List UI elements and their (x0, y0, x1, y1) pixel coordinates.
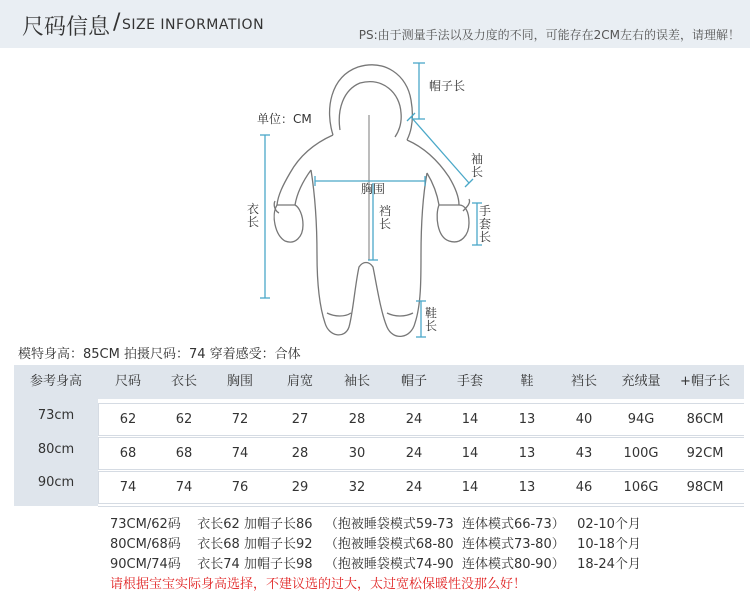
table-header-cell: 参考身高 (29, 374, 82, 389)
table-cell: 28 (291, 446, 309, 461)
table-cell: 62 (119, 412, 137, 427)
title-separator: / (113, 10, 121, 35)
hood-length-label: 帽子长 (429, 79, 466, 93)
table-cell: 29 (291, 480, 309, 495)
table-cell: 40 (575, 412, 593, 427)
table-header-cell: +帽子长 (680, 374, 730, 389)
table-cell: 43 (575, 446, 593, 461)
note-line: 73CM/62码 衣长62 加帽子长86 （抱被睡袋模式59-73 连体模式66-73） 02-10个月 (110, 517, 641, 532)
table-header-cell: 帽子 (400, 374, 427, 389)
table-header-cell: 肩宽 (286, 374, 313, 389)
table-header-cell: 胸围 (226, 374, 253, 389)
note-line: 90CM/74码 衣长74 加帽子长98 （抱被睡袋模式74-90 连体模式80-90） 18-24个月 (110, 557, 641, 572)
title-en: SIZE INFORMATION (122, 17, 265, 33)
reference-height: 80cm (37, 442, 75, 457)
table-cell: 98CM (686, 480, 724, 495)
table-cell: 13 (518, 480, 536, 495)
crotch-length-label: 裆长 (379, 204, 392, 231)
table-cell: 27 (291, 412, 309, 427)
table-cell: 24 (405, 412, 423, 427)
table-cell: 106G (623, 480, 659, 495)
table-header-cell: 裆长 (570, 374, 597, 389)
table-cell: 14 (461, 480, 479, 495)
table-cell: 72 (231, 412, 249, 427)
garment-diagram (245, 55, 505, 345)
table-cell: 74 (175, 480, 193, 495)
note-line: 80CM/68码 衣长68 加帽子长92 （抱被睡袋模式68-80 连体模式73-80） 10-18个月 (110, 537, 641, 552)
table-cell: 86CM (686, 412, 724, 427)
shoe-length-label: 鞋长 (425, 306, 438, 333)
glove-length-label: 手套长 (479, 204, 492, 244)
table-cell: 24 (405, 446, 423, 461)
title-cn: 尺码信息 (22, 15, 111, 40)
table-header-cell: 手套 (456, 374, 483, 389)
header-banner (0, 0, 750, 48)
table-header-cell: 鞋 (520, 374, 534, 389)
ps-note: PS:由于测量手法以及力度的不同，可能存在2CM左右的误差，请理解！ (358, 28, 740, 42)
reference-height: 90cm (37, 475, 75, 490)
table-cell: 28 (348, 412, 366, 427)
table-cell: 68 (175, 446, 193, 461)
sleeve-length-label: 袖长 (471, 152, 484, 179)
table-header-cell: 袖长 (343, 374, 370, 389)
reference-height: 73cm (37, 408, 75, 423)
warning-note: 请根据宝宝实际身高选择，不建议选的过大，太过宽松保暖性没那么好！ (110, 577, 527, 592)
table-cell: 76 (231, 480, 249, 495)
chest-label: 胸围 (361, 182, 386, 196)
table-cell: 14 (461, 412, 479, 427)
unit-label: 单位：CM (257, 112, 312, 126)
table-cell: 14 (461, 446, 479, 461)
table-header-cell: 充绒量 (621, 374, 661, 389)
table-header-cell: 衣长 (170, 374, 197, 389)
table-cell: 32 (348, 480, 366, 495)
body-length-label: 衣长 (247, 202, 260, 229)
table-cell: 100G (623, 446, 659, 461)
table-cell: 68 (119, 446, 137, 461)
table-cell: 94G (627, 412, 655, 427)
table-cell: 46 (575, 480, 593, 495)
table-cell: 62 (175, 412, 193, 427)
table-cell: 92CM (686, 446, 724, 461)
onesie-outline-icon (245, 55, 505, 345)
table-cell: 24 (405, 480, 423, 495)
size-notes (98, 506, 744, 599)
table-cell: 74 (231, 446, 249, 461)
table-cell: 13 (518, 412, 536, 427)
table-header-cell: 尺码 (114, 374, 141, 389)
table-cell: 74 (119, 480, 137, 495)
table-cell: 30 (348, 446, 366, 461)
model-info: 模特身高：85CM 拍摄尺码：74 穿着感受：合体 (18, 347, 301, 362)
table-cell: 13 (518, 446, 536, 461)
